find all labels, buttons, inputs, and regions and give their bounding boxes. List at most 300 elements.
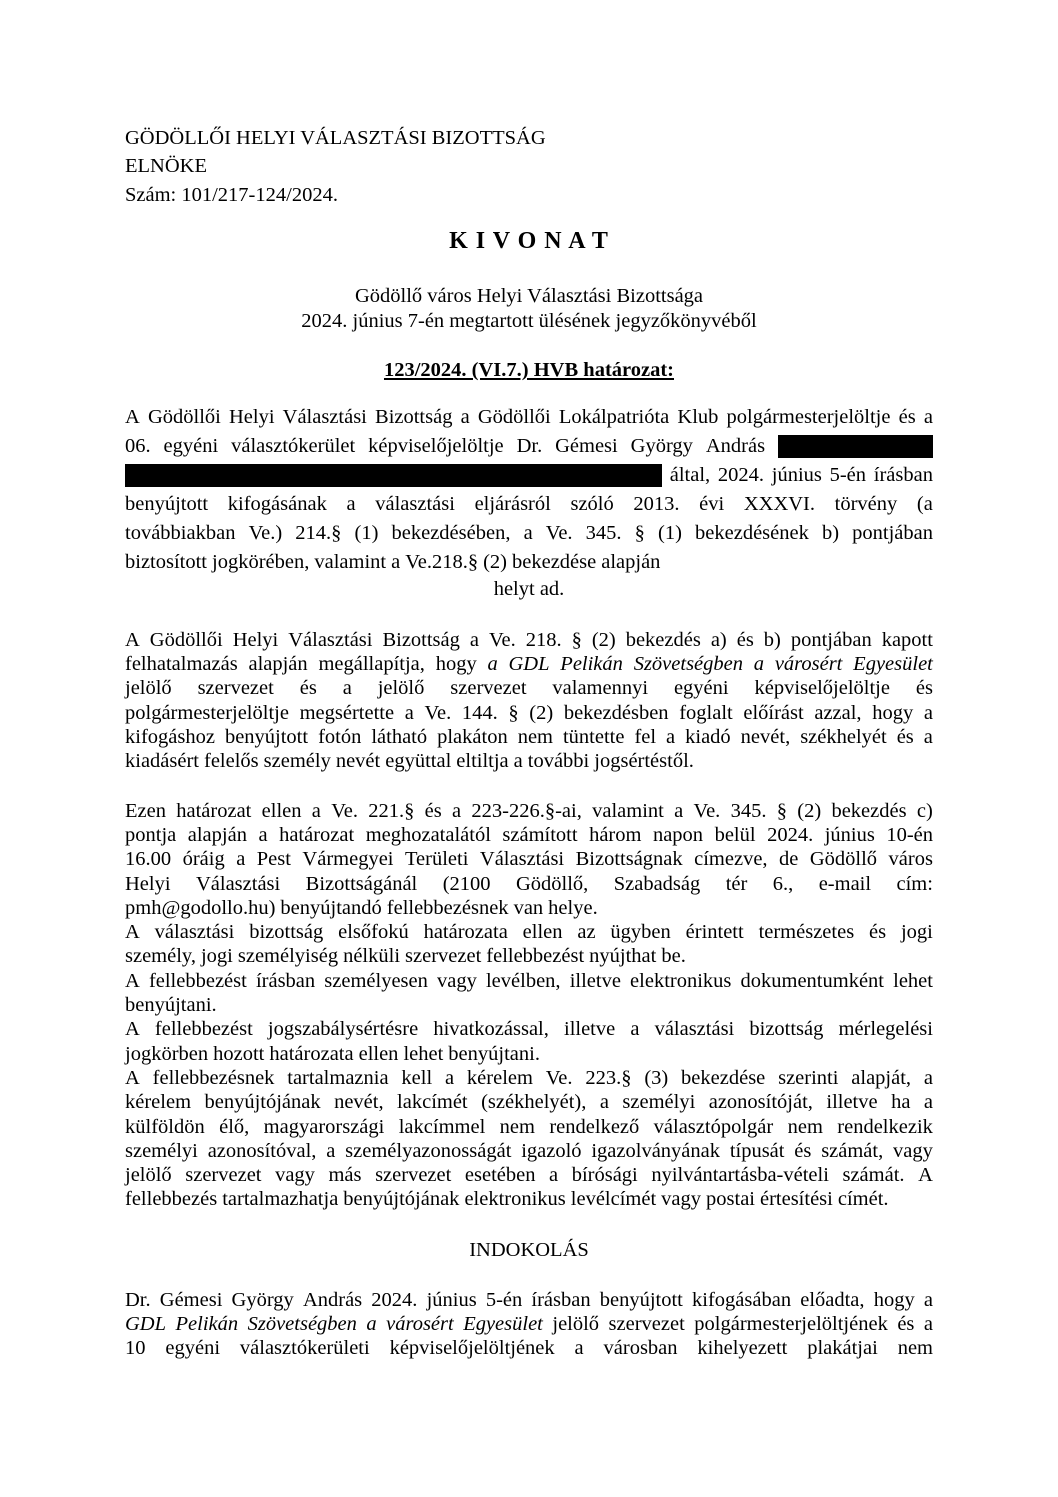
word: b): [763, 628, 781, 651]
word: fellebbezést: [148, 969, 247, 992]
word: Helyi: [232, 628, 279, 651]
word: és: [897, 1312, 915, 1335]
word: írásban: [873, 464, 933, 486]
word: (2): [591, 628, 616, 651]
word: helye.: [548, 896, 598, 919]
word: Bizottságánál: [305, 872, 418, 895]
word: b): [821, 522, 840, 544]
word: kifogásának: [227, 493, 327, 515]
word: városért: [386, 1312, 454, 1335]
word: 16.00: [125, 848, 172, 871]
word: a: [923, 1312, 933, 1335]
word: kapott: [881, 628, 933, 651]
word: jogkörben: [125, 1042, 209, 1065]
word: §: [571, 628, 582, 651]
word: András: [302, 1288, 363, 1311]
word: természetes: [758, 921, 855, 944]
word: meghozatalától: [365, 823, 491, 846]
word: határozat: [279, 823, 355, 846]
text-line: [125, 1115, 933, 1139]
word: rendelkezik: [837, 1115, 933, 1138]
word: Pest: [256, 848, 291, 871]
word: Egyesület: [853, 652, 933, 675]
text-line: [125, 461, 933, 490]
word: 2013.: [633, 493, 680, 515]
word: XXXVI.: [743, 493, 816, 515]
word: nevét,: [740, 725, 791, 748]
word: §: [508, 701, 519, 724]
word: a: [311, 799, 321, 822]
word: postai: [706, 1188, 755, 1211]
word: kérelem: [466, 1066, 533, 1089]
word: és: [898, 406, 916, 428]
word: rendelkező: [549, 1115, 640, 1138]
word: június: [426, 1288, 477, 1311]
word: vagy: [893, 1139, 933, 1162]
word: eljárásról: [474, 493, 551, 515]
text-line: [125, 749, 933, 773]
word: 218.: [525, 628, 562, 651]
text-line: [125, 490, 933, 519]
word: GDL: [125, 1312, 167, 1335]
text-line: [125, 848, 933, 872]
word: választási: [375, 493, 455, 515]
word: a: [630, 1018, 640, 1041]
word: jelölő: [377, 677, 425, 700]
word: a: [346, 493, 356, 515]
word: ha: [891, 1091, 911, 1114]
word: határozat: [176, 799, 252, 822]
text-line: [125, 1139, 933, 1163]
word: Bizottságnak: [575, 848, 683, 871]
word: 10: [125, 1337, 146, 1360]
word: illetve: [564, 1018, 616, 1041]
text-line: [125, 628, 933, 652]
subtitle-line-2: 2024. június 7-én megtartott ülésének jegyzőkönyvéből: [301, 310, 757, 332]
word: a: [342, 677, 352, 700]
word: Gödöllő,: [515, 872, 589, 895]
word: címét.: [837, 1188, 889, 1211]
word: A: [125, 1018, 140, 1041]
word: 2024.: [371, 1288, 418, 1311]
word: 06.: [125, 435, 151, 457]
word: A: [125, 1066, 140, 1089]
word: határozata: [423, 921, 508, 944]
word: bekezdése: [512, 551, 597, 573]
word: választókerületi: [239, 1337, 370, 1360]
word: írásban: [531, 1288, 591, 1311]
text-line: [125, 1188, 933, 1212]
text-line: [125, 1018, 933, 1042]
word: elektronikus: [464, 1188, 566, 1211]
word: alapján: [187, 823, 247, 846]
word: plakátjai: [807, 1337, 878, 1360]
word: tüntette: [562, 725, 625, 748]
word: a: [236, 848, 246, 871]
text-line: [125, 799, 933, 823]
word: benyújtott: [224, 725, 309, 748]
word: hivatkozással,: [433, 1018, 549, 1041]
word: fel: [634, 725, 657, 748]
word: a: [460, 406, 470, 428]
word: §: [634, 522, 645, 544]
word: belül: [714, 823, 756, 846]
issuer-role: ELNÖKE: [125, 155, 207, 178]
word: Pelikán: [175, 1312, 239, 1335]
word: jelölő: [125, 677, 172, 700]
word: egyéni: [165, 1337, 221, 1360]
word: biztosított: [125, 551, 207, 573]
word: nem: [787, 1115, 823, 1138]
word: bírósági: [571, 1164, 638, 1187]
word: a: [549, 1164, 559, 1187]
word: a: [258, 823, 268, 846]
word: Ve.): [248, 522, 283, 544]
word: hogy: [873, 1288, 915, 1311]
text-line: [125, 652, 933, 676]
word: pontjában: [790, 628, 872, 651]
word: benyújtójának: [343, 1188, 460, 1211]
word: A: [125, 628, 140, 651]
word: benyújtani.: [448, 1042, 540, 1065]
word: az: [577, 921, 596, 944]
word: fellebbezést: [154, 1018, 253, 1041]
word: nevét,: [334, 1091, 384, 1114]
word: személyesen: [324, 969, 428, 992]
word: polgármesterjelöltjének: [694, 1312, 888, 1335]
text-line: [125, 896, 933, 920]
word: nevét: [335, 750, 381, 773]
word: György: [630, 435, 693, 457]
word: levélben,: [485, 969, 561, 992]
word: (2): [529, 701, 554, 724]
word: fellebbezés: [125, 1188, 218, 1211]
word: egyéni: [673, 677, 729, 700]
word: Ve.218.§: [405, 551, 479, 573]
word: de: [779, 848, 799, 871]
word: napon: [652, 823, 704, 846]
word: szervezet: [450, 677, 527, 700]
word: A: [125, 921, 140, 944]
word: Választási: [282, 406, 367, 428]
word: 345.: [585, 522, 622, 544]
word: c): [916, 799, 933, 822]
word: valamennyi: [552, 677, 649, 700]
word: 345.: [730, 799, 767, 822]
word: és: [869, 921, 887, 944]
text-line: [125, 1091, 933, 1115]
word: jogi: [200, 945, 233, 968]
word: vagy: [437, 969, 477, 992]
word: és: [299, 677, 317, 700]
word: a: [599, 1091, 609, 1114]
word: Gémesi: [159, 1288, 223, 1311]
word: valamint: [592, 799, 664, 822]
word: más: [328, 1164, 362, 1187]
word: benyújtott: [599, 1288, 683, 1311]
word: GDL: [508, 652, 550, 675]
word: Ve.: [488, 628, 516, 651]
word: megsértette: [299, 701, 395, 724]
word: kell: [401, 1066, 433, 1089]
word: (a: [916, 493, 933, 515]
resolution-title: 123/2024. (VI.7.) HVB határozat:: [383, 359, 674, 381]
word: lakcímmel: [398, 1115, 486, 1138]
word: szóló: [570, 493, 614, 515]
word: személyi: [622, 1091, 696, 1114]
word: jogkörében,: [212, 551, 310, 573]
word: alapját,: [851, 1066, 912, 1089]
word: bekezdésének: [695, 522, 809, 544]
word: Egyesület: [463, 1312, 543, 1335]
text-line: [125, 1337, 933, 1361]
word: illetve: [826, 1091, 878, 1114]
word: alapján: [248, 652, 308, 675]
word: élő,: [219, 1115, 250, 1138]
findings-paragraph: [125, 628, 933, 774]
text-line: [125, 945, 933, 969]
resolution-paragraph: [125, 403, 933, 577]
word: esetében: [464, 1164, 536, 1187]
word: város: [888, 848, 933, 871]
word: e-mail: [818, 872, 872, 895]
word: fellebbezésnek: [152, 1066, 275, 1089]
word: Ve.: [331, 799, 358, 822]
word: benyújtani.: [125, 994, 217, 1017]
word: szervezet: [405, 945, 482, 968]
word: Választási: [479, 848, 565, 871]
word: hozott: [213, 1042, 265, 1065]
word: felelős: [204, 750, 259, 773]
word: személyiség: [237, 945, 339, 968]
word: a: [487, 652, 498, 675]
word: a: [753, 652, 765, 675]
word: Gödöllői: [477, 406, 551, 428]
word: eltiltja: [456, 750, 509, 773]
word: választópolgár: [653, 1115, 774, 1138]
word: bekezdése: [681, 1066, 766, 1089]
word: a: [469, 628, 479, 651]
text-line: [125, 403, 933, 432]
word: azonosítóval,: [207, 1139, 317, 1162]
word: Gémesi: [555, 435, 618, 457]
word: nem: [499, 1115, 535, 1138]
word: választási: [654, 1018, 735, 1041]
word: személyi: [125, 1139, 198, 1162]
word: Ezen: [125, 799, 166, 822]
word: június: [771, 464, 822, 486]
word: magyarországi: [263, 1115, 385, 1138]
word: személy: [263, 750, 331, 773]
word: személy,: [125, 945, 196, 968]
word: be.: [661, 945, 686, 968]
word: jogszabálysértésre: [267, 1018, 419, 1041]
word: 214.§: [295, 522, 342, 544]
appeal-info-paragraph: [125, 799, 933, 1212]
word: Választási: [195, 872, 281, 895]
word: előírást: [743, 701, 804, 724]
word: címezve,: [694, 848, 768, 871]
word: §: [776, 799, 787, 822]
word: vagy: [275, 1164, 315, 1187]
word: polgármesterjelöltje: [726, 406, 891, 428]
word: számát.: [842, 1164, 905, 1187]
word: A: [918, 1164, 933, 1187]
word: benyújtott: [125, 493, 209, 515]
text-line: [125, 548, 933, 577]
word: a: [326, 1139, 336, 1162]
word: és: [915, 677, 933, 700]
text-line: [125, 993, 933, 1017]
text-line: [125, 920, 933, 944]
word: személyazonosságát: [345, 1139, 512, 1162]
word: 2024.: [767, 823, 814, 846]
word: bizottság: [249, 921, 324, 944]
word: Bizottság: [382, 628, 460, 651]
word: jogi: [900, 921, 933, 944]
reasoning-paragraph: [125, 1288, 933, 1361]
word: György: [231, 1288, 294, 1311]
word: a: [444, 1066, 455, 1089]
word: Szövetségben: [633, 652, 743, 675]
word: cím:: [896, 872, 933, 895]
word: együttal: [385, 750, 452, 773]
word: típusát: [729, 1139, 785, 1162]
word: 10-én: [886, 823, 933, 846]
word: jelölő: [552, 1312, 600, 1335]
word: kérelem: [125, 1091, 192, 1114]
word: által,: [669, 464, 711, 486]
word: továbbiakban: [125, 522, 236, 544]
word: Vármegyei: [302, 848, 394, 871]
word: a: [574, 1337, 584, 1360]
word: plakáton: [437, 725, 508, 748]
text-line: [125, 701, 933, 725]
word: bekezdésben: [563, 701, 669, 724]
word: a: [452, 799, 462, 822]
word: írásban: [255, 969, 316, 992]
word: jelölő: [125, 1164, 172, 1187]
word: a: [391, 551, 401, 573]
word: képviselőjelöltje: [754, 677, 890, 700]
word: 5-én: [485, 1288, 523, 1311]
text-line: [125, 1312, 933, 1336]
word: Választási: [288, 628, 373, 651]
word: Ve.: [424, 701, 452, 724]
word: 223-226.§-ai,: [471, 799, 582, 822]
word: számát,: [821, 1139, 884, 1162]
word: (2100: [442, 872, 491, 895]
subtitle-line-1: Gödöllő város Helyi Választási Bizottsága: [354, 285, 704, 307]
word: egyéni: [163, 435, 219, 457]
text-line: [125, 677, 933, 701]
word: foglalt: [679, 701, 733, 724]
word: (1): [354, 522, 379, 544]
word: lehet: [403, 1042, 444, 1065]
word: Gödöllői: [147, 406, 221, 428]
word: benyújtandó: [280, 896, 382, 919]
word: látható: [371, 725, 428, 748]
word: (2): [483, 551, 507, 573]
word: városért: [774, 652, 843, 675]
word: szervezet: [375, 1164, 452, 1187]
word: kifogásában: [692, 1288, 792, 1311]
word: nem: [517, 725, 553, 748]
word: Lokálpatrióta: [558, 406, 670, 428]
word: ügyben: [610, 921, 671, 944]
word: Ve.: [693, 799, 721, 822]
word: kiadásért: [125, 750, 199, 773]
word: fotón: [318, 725, 362, 748]
word: értesítési: [759, 1188, 833, 1211]
word: elsőfokú: [338, 921, 409, 944]
word: székhelyét: [800, 725, 887, 748]
word: Klub: [677, 406, 719, 428]
word: Gödöllő: [809, 848, 878, 871]
word: törvény: [834, 493, 898, 515]
word: a: [513, 750, 523, 773]
word: bekezdés: [831, 799, 907, 822]
text-line: [125, 823, 933, 847]
word: (1): [658, 522, 682, 544]
word: azzal,: [814, 701, 862, 724]
word: szervezet: [608, 1312, 685, 1335]
word: 223.§: [585, 1066, 632, 1089]
text-line: [125, 432, 933, 461]
word: képviselőjelöltjének: [389, 1337, 555, 1360]
word: a: [923, 701, 933, 724]
word: és: [794, 1139, 812, 1162]
decision-text: helyt ad.: [493, 578, 565, 600]
word: és: [896, 725, 914, 748]
word: (3): [644, 1066, 669, 1089]
word: Területi: [404, 848, 469, 871]
word: Ve.: [545, 522, 573, 544]
word: a: [923, 1091, 933, 1114]
word: városban: [603, 1337, 678, 1360]
word: választási: [154, 921, 235, 944]
word: bekezdésében,: [391, 522, 511, 544]
word: három: [589, 823, 642, 846]
word: és: [736, 628, 754, 651]
word: pmh@godollo.hu): [125, 896, 276, 919]
word: András: [705, 435, 766, 457]
text-line: [125, 872, 933, 896]
word: alapján: [601, 551, 661, 573]
word: megállapítja,: [318, 652, 425, 675]
word: Szövetségben: [247, 1312, 357, 1335]
word: előadta,: [800, 1288, 865, 1311]
word: levélcímét: [570, 1188, 657, 1211]
word: nyújthat: [589, 945, 657, 968]
word: Helyi: [125, 872, 171, 895]
word: Gödöllői: [149, 628, 223, 651]
word: a: [666, 725, 676, 748]
word: mérlegelési: [838, 1018, 933, 1041]
word: lakcímét: [397, 1091, 468, 1114]
word: a: [923, 406, 933, 428]
word: óráig: [182, 848, 225, 871]
word: Dr.: [125, 1288, 151, 1311]
word: tér: [725, 872, 748, 895]
word: hogy: [435, 652, 477, 675]
word: (székhelyét),: [481, 1091, 587, 1114]
word: jogsértéstől.: [594, 750, 694, 773]
word: 221.§: [368, 799, 415, 822]
word: kifogáshoz: [125, 725, 215, 748]
word: Ve.: [545, 1066, 573, 1089]
word: a: [366, 1312, 377, 1335]
